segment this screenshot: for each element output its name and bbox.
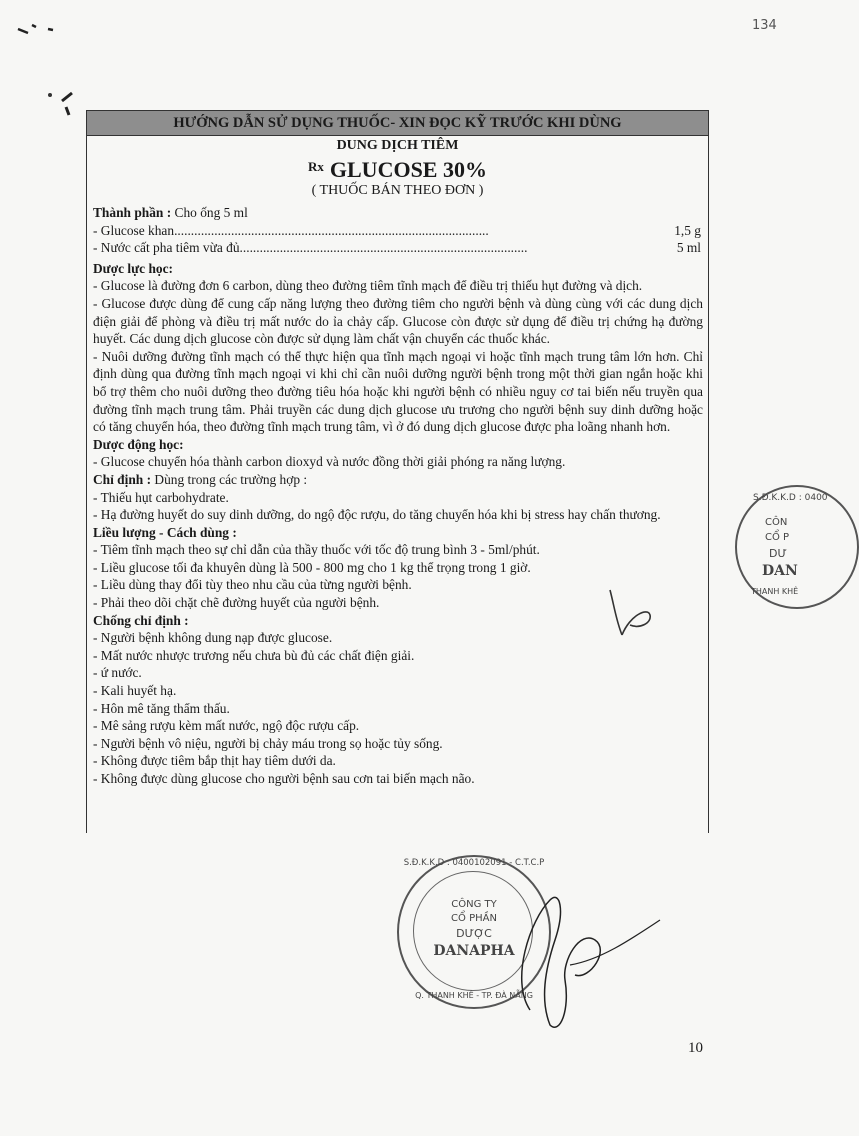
indications-heading-line: [93, 471, 703, 489]
leaflet-header: HƯỚNG DẪN SỬ DỤNG THUỐC- XIN ĐỌC KỸ TRƯỚC KHI DÙNG: [87, 111, 708, 136]
composition-value: 5 ml: [676, 240, 701, 256]
side-stamp-line4: DAN: [762, 563, 798, 579]
pharmacodynamics-para: - Nuôi dưỡng đường tĩnh mạch có thể thực hiện qua tĩnh mạch ngoại vi hoặc tĩnh mạch trung tâm lớn hơn. Chỉ định dùng qua đường tĩnh mạch ngoại vi khi chỉ cần nuôi dưỡng người bệnh trong một thời gian ngắn hoặc khi bổ trợ thêm cho nuôi dưỡng theo đường tiêu hóa hoặc khi người bệnh có nhiều nguy cơ tai biến nếu truyền qua đường tĩnh mạch trung tâm. Phải truyền các dung dịch glucose ưu trương cho người bệnh suy dinh dưỡng hoặc có tăng chuyển hóa, theo đường tĩnh mạch trung tâm, vì ở đó dung dịch glucose được pha loãng nhanh hơn.: [93, 348, 703, 435]
prescription-note: ( THUỐC BÁN THEO ĐƠN ): [311, 183, 484, 198]
initial-mark: [600, 585, 660, 640]
contraindication-item: - Người bệnh không dung nạp được glucose.: [93, 630, 333, 646]
contraindications-heading: Chống chỉ định :: [93, 612, 189, 628]
contraindication-item: - Mê sảng rượu kèm mất nước, ngộ độc rượu cấp.: [93, 718, 360, 734]
dosage-item: - Liều dùng thay đổi tùy theo nhu cầu của từng người bệnh.: [93, 577, 412, 593]
side-stamp-line1: CÔN: [765, 517, 788, 528]
indications-intro: Dùng trong các trường hợp :: [151, 471, 308, 487]
rx-mark: Rx: [308, 159, 324, 174]
dosage-item: - Tiêm tĩnh mạch theo sự chỉ dẫn của thầy thuốc với tốc độ trung bình 3 - 5ml/phút.: [93, 542, 540, 558]
stamp-ring-top: S.Đ.K.K.D : 0400102091 - C.T.C.P: [403, 858, 545, 868]
composition-value: 1,5 g: [674, 222, 701, 238]
pharmacokinetics-para: - Glucose chuyển hóa thành carbon dioxyd và nước đồng thời giải phóng ra năng lượng.: [93, 454, 566, 470]
contraindication-item: - Mất nước nhược trương nếu chưa bù đủ các chất điện giải.: [93, 647, 415, 663]
dosage-item: - Phải theo dõi chặt chẽ đường huyết của người bệnh.: [93, 595, 380, 611]
stamp-line1: CÔNG TY: [451, 899, 497, 910]
composition-heading-line: [93, 204, 703, 222]
composition-heading: Thành phần :: [93, 205, 172, 220]
stamp-ring-bottom: Q. THANH KHÊ - TP. ĐÀ NẴNG: [415, 991, 533, 1000]
dosage-item: - Liều glucose tối đa khuyên dùng là 500 - 800 mg cho 1 kg thể trọng trong 1 giờ.: [93, 559, 531, 575]
contraindication-item: - Kali huyết hạ.: [93, 683, 177, 699]
side-stamp-line3: DƯ: [769, 547, 787, 560]
composition-label: - Nước cất pha tiêm vừa đủ......................................................................................: [93, 240, 528, 256]
contraindication-item: - ứ nước.: [93, 665, 142, 681]
indications-item: - Thiếu hụt carbohydrate.: [93, 489, 229, 505]
contraindication-item: - Không được tiêm bắp thịt hay tiêm dưới da.: [93, 753, 336, 769]
page-number: 10: [688, 1040, 703, 1056]
side-company-stamp: [735, 485, 859, 609]
dosage-heading: Liều lượng - Cách dùng :: [93, 524, 237, 540]
composition-row: [93, 239, 703, 257]
indications-item: - Hạ đường huyết do suy dinh dưỡng, do ngộ độc rượu, do tăng chuyển hóa khi bị stress hay chấn thương.: [93, 507, 661, 523]
pharmacodynamics-heading: Dược lực học:: [93, 260, 174, 276]
corner-number: 134: [752, 18, 777, 33]
contraindication-item: - Hôn mê tăng thẩm thấu.: [93, 700, 230, 716]
contraindication-item: - Người bệnh vô niệu, người bị chảy máu trong sọ hoặc tủy sống.: [93, 735, 443, 751]
pharmacodynamics-para: - Glucose là đường đơn 6 carbon, dùng theo đường tiêm tĩnh mạch để điều trị thiếu hụt đường và dịch.: [93, 278, 643, 294]
product-name-text: GLUCOSE 30%: [329, 157, 487, 182]
stamp-line3: DƯỢC: [456, 927, 492, 940]
signature: [470, 860, 670, 1040]
leaflet-frame: [86, 110, 709, 833]
composition-label: - Glucose khan..............................................................................................: [93, 222, 489, 238]
dosage-form: DUNG DỊCH TIÊM: [336, 138, 459, 153]
product-name: [87, 154, 708, 183]
leaflet-content: [93, 204, 703, 788]
scan-specks: [10, 15, 90, 125]
indications-heading: Chỉ định :: [93, 471, 152, 487]
side-stamp-ring-text: S.Đ.K.K.D : 0400: [753, 493, 828, 503]
side-stamp-ring-bottom: THANH KHÊ: [751, 587, 799, 596]
stamp-line2: CỔ PHẦN: [451, 913, 497, 924]
composition-intro: Cho ống 5 ml: [171, 205, 248, 220]
side-stamp-line2: CỔ P: [765, 532, 790, 543]
contraindication-item: - Không được dùng glucose cho người bệnh sau cơn tai biến mạch não.: [93, 771, 475, 786]
pharmacodynamics-para: - Glucose được dùng để cung cấp năng lượng theo đường tiêm cho người bệnh và dùng cùng với các dung dịch điện giải để phòng và điều trị mất nước do ỉa chảy cấp. Glucose còn được sử dụng để điều trị chứng hạ đường huyết. Các dung dịch glucose còn được sử dụng làm chất vận chuyển các thuốc khác.: [93, 295, 703, 347]
title-block: [87, 138, 708, 199]
pharmacokinetics-heading: Dược động học:: [93, 436, 184, 452]
composition-row: [93, 222, 703, 240]
stamp-line4: DANAPHA: [433, 943, 515, 959]
